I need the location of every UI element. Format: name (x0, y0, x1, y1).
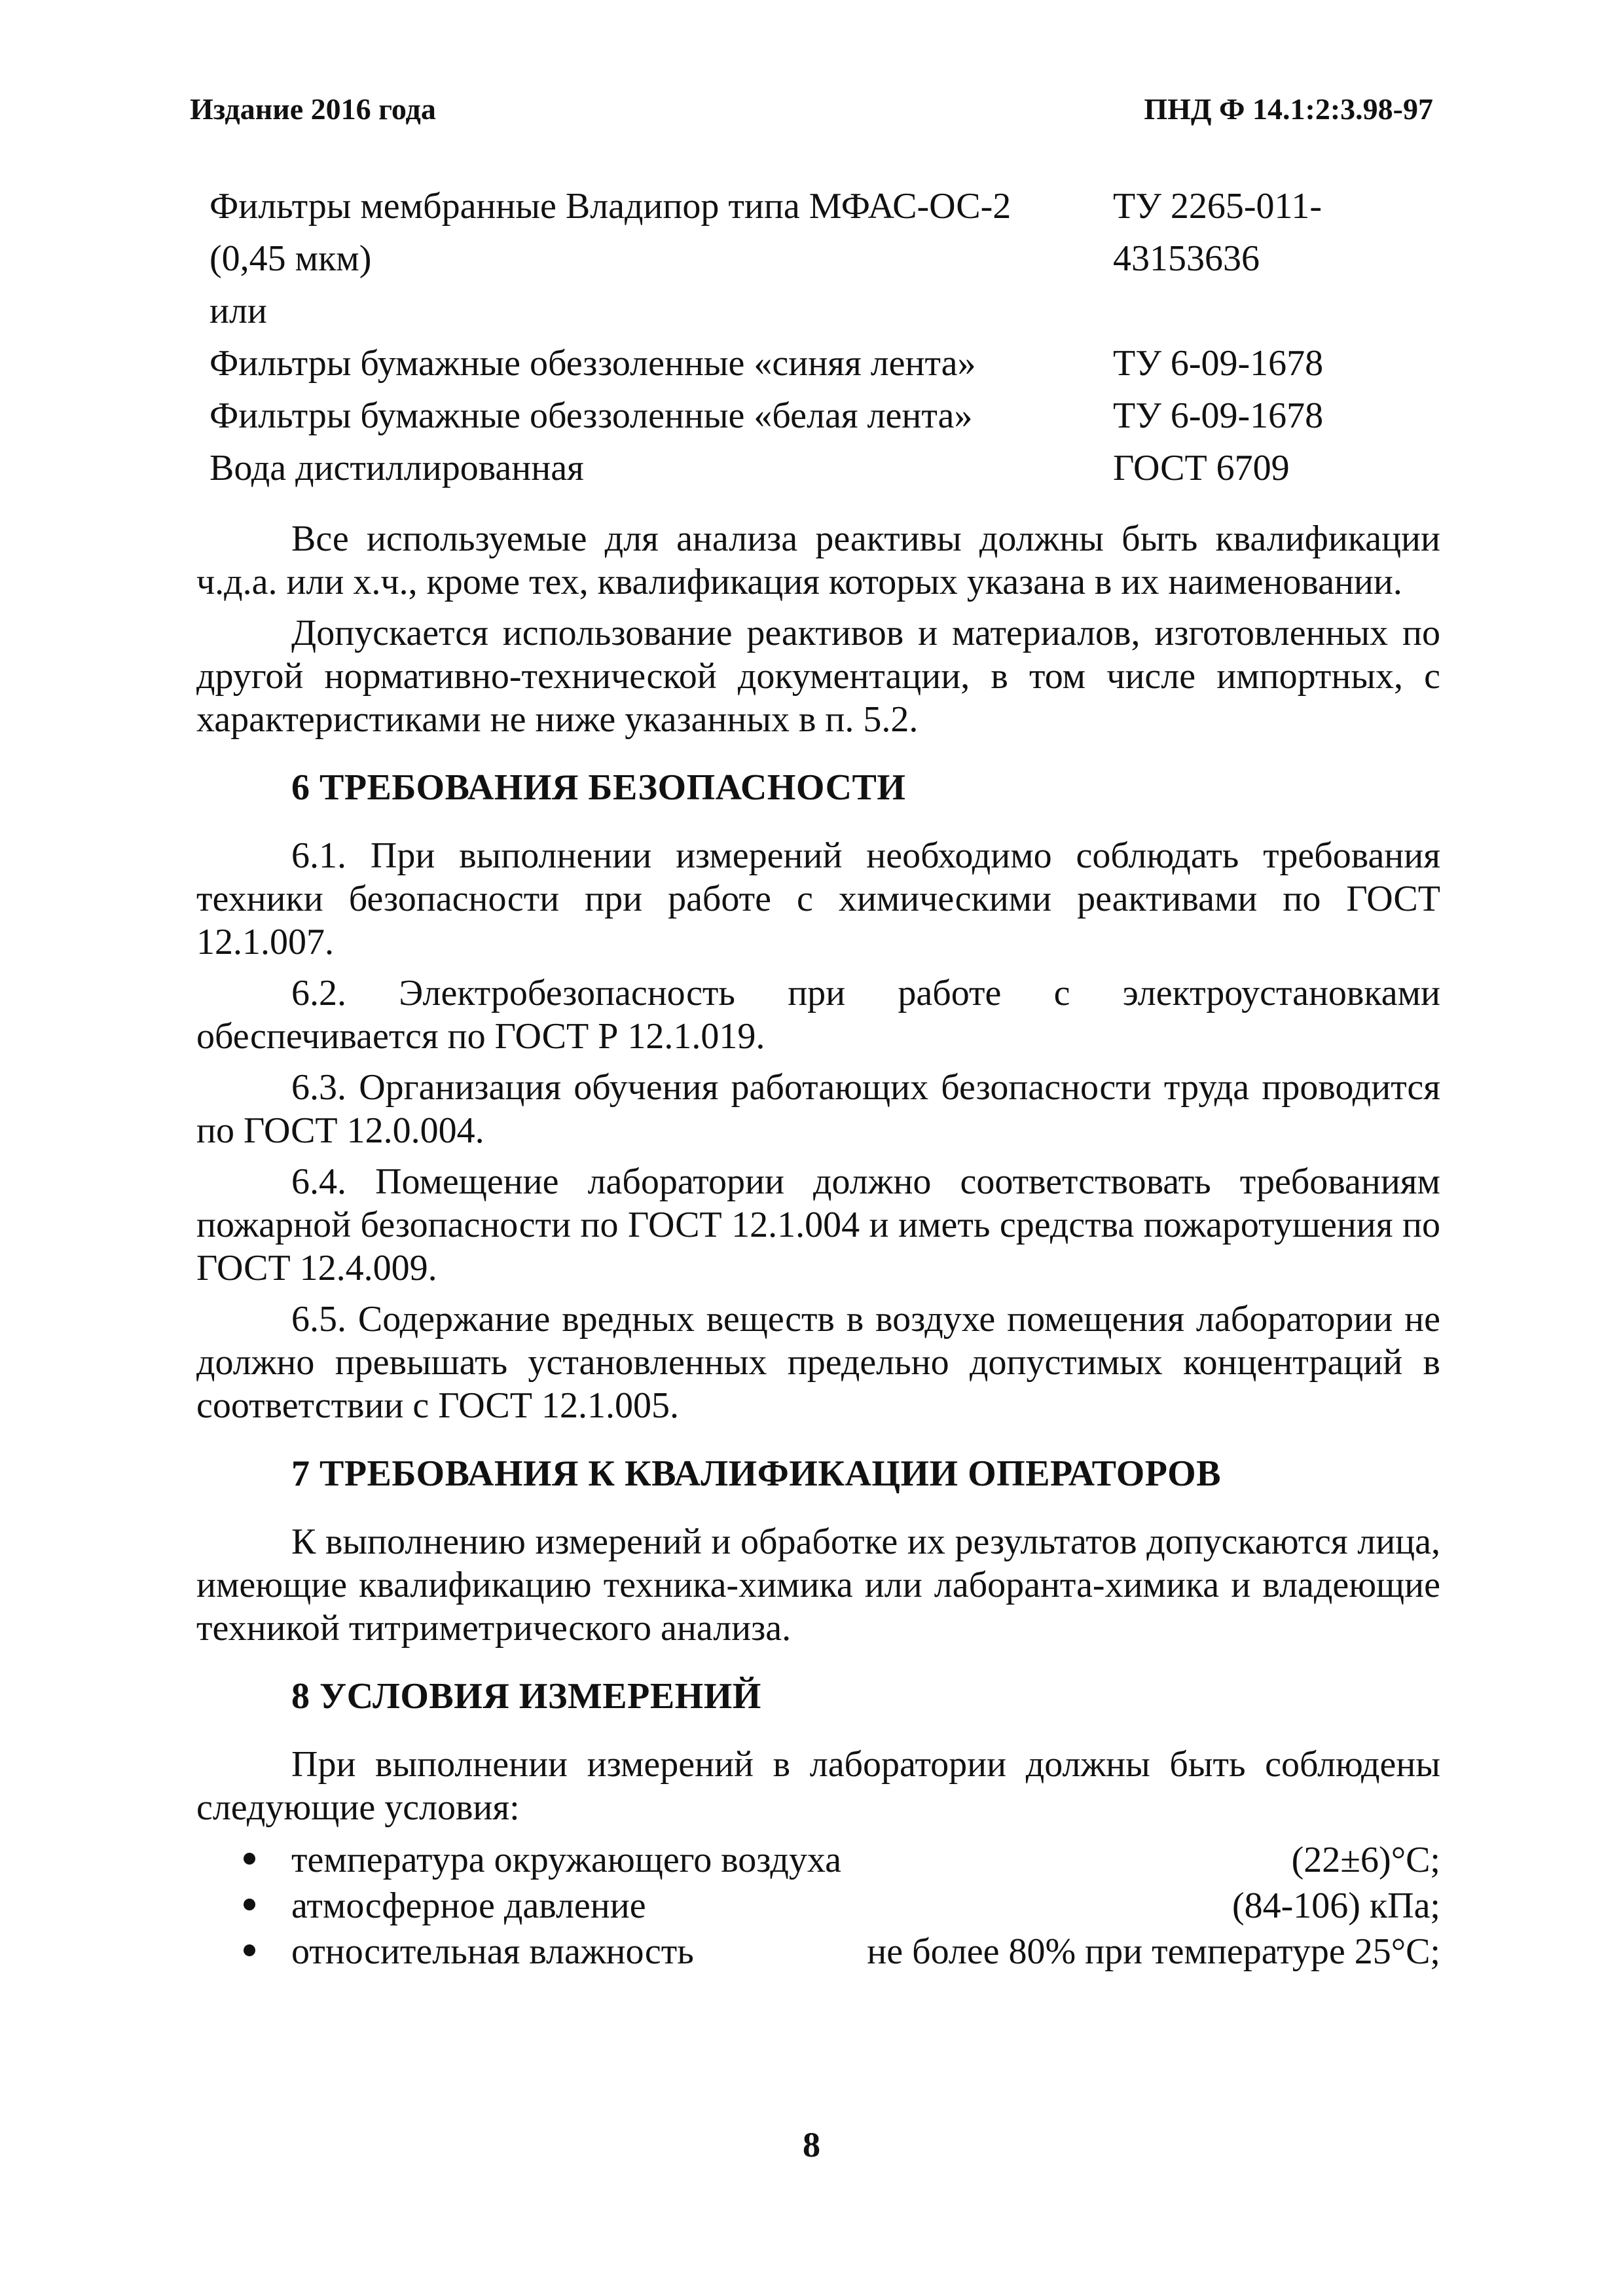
material-row (210, 232, 1453, 285)
conditions-list (196, 1838, 1440, 1976)
material-name: Вода дистиллированная (210, 448, 584, 488)
material-name: Фильтры мембранные Владипор типа МФАС-ОС-2 (210, 186, 1012, 227)
material-standard: ТУ 2265-011- (1113, 186, 1322, 227)
material-standard: 43153636 (1113, 238, 1260, 279)
material-standard: ТУ 6-09-1678 (1113, 395, 1324, 436)
document-body (196, 517, 1440, 1976)
list-item (196, 1884, 1440, 1930)
paragraph: 6.1. При выполнении измерений необходимо соблюдать требования техники безопасности при работе с химическими реактивами по ГОСТ 12.1.007. (196, 835, 1440, 962)
paragraph: 6.2. Электробезопасность при работе с электроустановками обеспечивается по ГОСТ Р 12.1.019. (196, 973, 1440, 1057)
condition-label: относительная влажность (291, 1931, 694, 1972)
material-row (210, 180, 1453, 232)
bullet-icon (244, 1899, 255, 1910)
section-heading: 7 ТРЕБОВАНИЯ К КВАЛИФИКАЦИИ ОПЕРАТОРОВ (291, 1453, 1222, 1494)
condition-value: (22±6)°С; (1291, 1840, 1440, 1880)
paragraph: Все используемые для анализа реактивы должны быть квалификации ч.д.а. или х.ч., кроме тех, квалификация которых указана в их наименовании. (196, 519, 1440, 602)
condition-label: атмосферное давление (291, 1886, 646, 1926)
material-name: Фильтры бумажные обеззоленные «синяя лента» (210, 343, 976, 384)
list-item (196, 1930, 1440, 1976)
material-row (210, 390, 1453, 442)
section-heading: 6 ТРЕБОВАНИЯ БЕЗОПАСНОСТИ (291, 767, 906, 808)
condition-value: не более 80% при температуре 25°С; (867, 1931, 1440, 1972)
material-standard: ГОСТ 6709 (1113, 448, 1290, 488)
material-row (210, 285, 1453, 337)
paragraph: 6.4. Помещение лаборатории должно соответствовать требованиям пожарной безопасности по ГОСТ 12.1.004 и иметь средства пожаротушения по ГОСТ 12.4.009. (196, 1161, 1440, 1288)
condition-value: (84-106) кПа; (1231, 1886, 1440, 1926)
page-number: 8 (803, 2125, 820, 2164)
material-name: или (210, 291, 267, 331)
section-heading: 8 УСЛОВИЯ ИЗМЕРЕНИЙ (291, 1676, 761, 1717)
materials-list (210, 180, 1453, 494)
material-row (210, 442, 1453, 494)
bullet-icon (244, 1944, 255, 1956)
paragraph: 6.3. Организация обучения работающих безопасности труда проводится по ГОСТ 12.0.004. (196, 1067, 1440, 1151)
material-row (210, 337, 1453, 390)
paragraph: К выполнению измерений и обработке их результатов допускаются лица, имеющие квалификацию техника-химика или лаборанта-химика и владеющие техникой титриметрического анализа. (196, 1522, 1440, 1649)
list-item (196, 1838, 1440, 1884)
edition-header: Издание 2016 года (190, 92, 436, 126)
document-code: ПНД Ф 14.1:2:3.98-97 (1144, 92, 1433, 126)
bullet-icon (244, 1853, 255, 1865)
paragraph: Допускается использование реактивов и материалов, изготовленных по другой нормативно-технической документации, в том числе импортных, с характеристиками не ниже указанных в п. 5.2. (196, 613, 1440, 740)
material-standard: ТУ 6-09-1678 (1113, 343, 1324, 384)
material-name: Фильтры бумажные обеззоленные «белая лента» (210, 395, 973, 436)
paragraph: При выполнении измерений в лаборатории должны быть соблюдены следующие условия: (196, 1744, 1440, 1828)
condition-label: температура окружающего воздуха (291, 1840, 842, 1880)
paragraph: 6.5. Содержание вредных веществ в воздухе помещения лаборатории не должно превышать установленных предельно допустимых концентраций в соответствии с ГОСТ 12.1.005. (196, 1299, 1440, 1426)
material-name: (0,45 мкм) (210, 238, 372, 279)
